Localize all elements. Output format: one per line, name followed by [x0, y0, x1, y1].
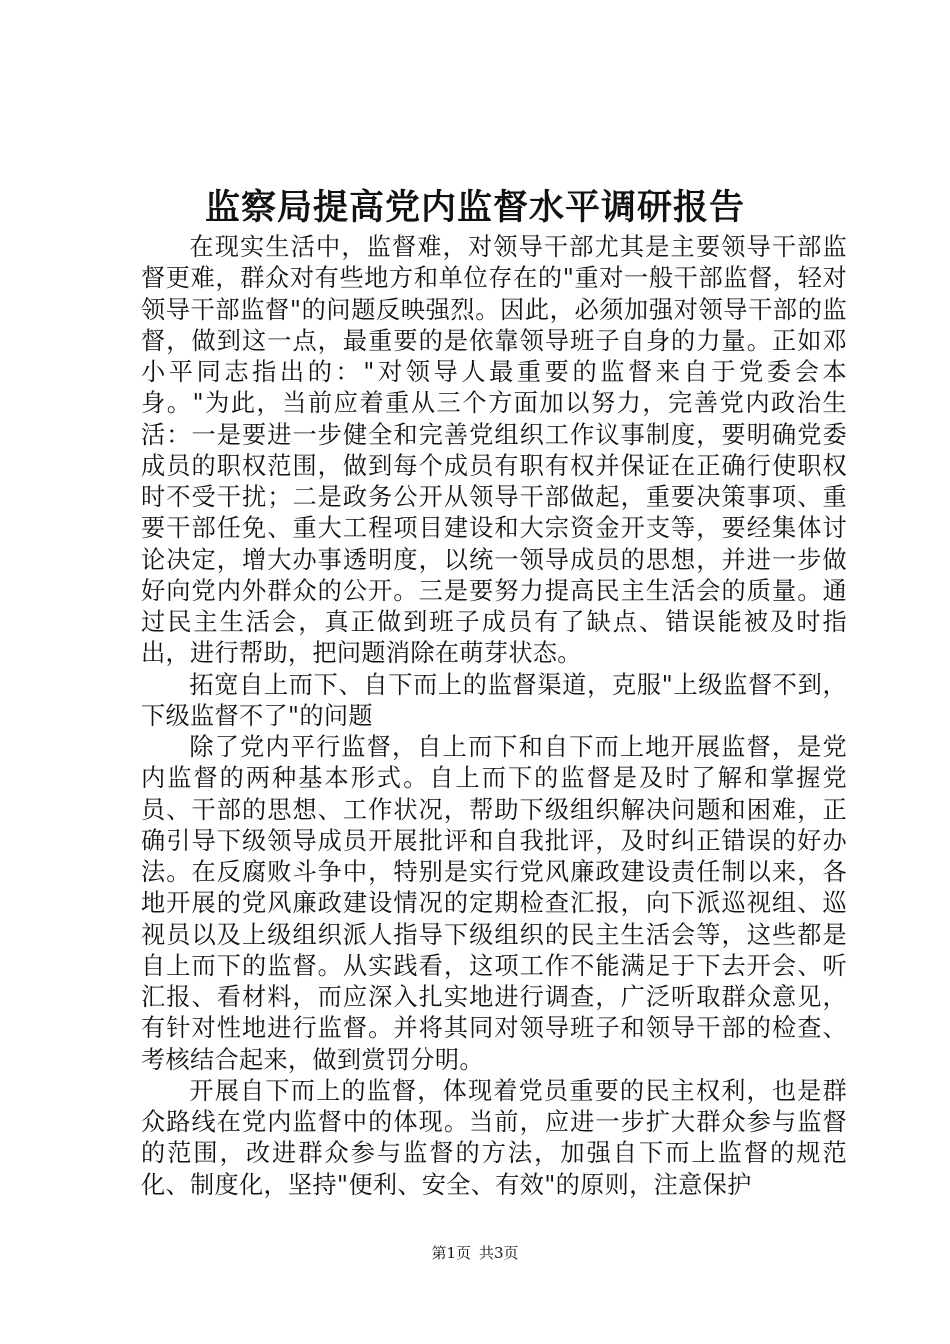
paragraph-1: 在现实生活中，监督难，对领导干部尤其是主要领导干部监督更难，群众对有些地方和单位存在的"重对一般干部监督，轻对领导干部监督"的问题反映强烈。因此，必须加强对领导干部的监督，做到这一点，最重要的是依靠领导班子自身的力量。正如邓小平同志指出的："对领导人最重要的监督来自于党委会本身。"为此，当前应着重从三个方面加以努力，完善党内政治生活：一是要进一步健全和完善党组织工作议事制度，要明确党委成员的职权范围，做到每个成员有职有权并保证在正确行使职权时不受干扰；二是政务公开从领导干部做起，重要决策事项、重要干部任免、重大工程项目建设和大宗资金开支等，要经集体讨论决定，增大办事透明度，以统一领导成员的思想，并进一步做好向党内外群众的公开。三是要努力提高民主生活会的质量。通过民主生活会，真正做到班子成员有了缺点、错误能被及时指出，进行帮助，把问题消除在萌芽状态。: [141, 233, 847, 668]
page-footer: [0, 1243, 950, 1263]
paragraph-2-heading: 拓宽自上而下、自下而上的监督渠道，克服"上级监督不到，下级监督不了"的问题: [141, 670, 847, 730]
document-body: [141, 232, 847, 1201]
document-title: 监察局提高党内监督水平调研报告: [204, 188, 745, 228]
page-total: 共3页: [479, 1244, 519, 1262]
paragraph-4: 开展自下而上的监督，体现着党员重要的民主权利，也是群众路线在党内监督中的体现。当前，应进一步扩大群众参与监督的范围，改进群众参与监督的方法，加强自下而上监督的规范化、制度化，坚持"便利、安全、有效"的原则，注意保护: [141, 1076, 847, 1199]
page-number: 第1页: [431, 1244, 471, 1262]
paragraph-3: 除了党内平行监督，自上而下和自下而上地开展监督，是党内监督的两种基本形式。自上而下的监督是及时了解和掌握党员、干部的思想、工作状况，帮助下级组织解决问题和困难，正确引导下级领导成员开展批评和自我批评，及时纠正错误的好办法。在反腐败斗争中，特别是实行党风廉政建设责任制以来，各地开展的党风廉政建设情况的定期检查汇报，向下派巡视组、巡视员以及上级组织派人指导下级组织的民主生活会等，这些都是自上而下的监督。从实践看，这项工作不能满足于下去开会、听汇报、看材料，而应深入扎实地进行调查，广泛听取群众意见，有针对性地进行监督。并将其同对领导班子和领导干部的检查、考核结合起来，做到赏罚分明。: [141, 733, 847, 1074]
